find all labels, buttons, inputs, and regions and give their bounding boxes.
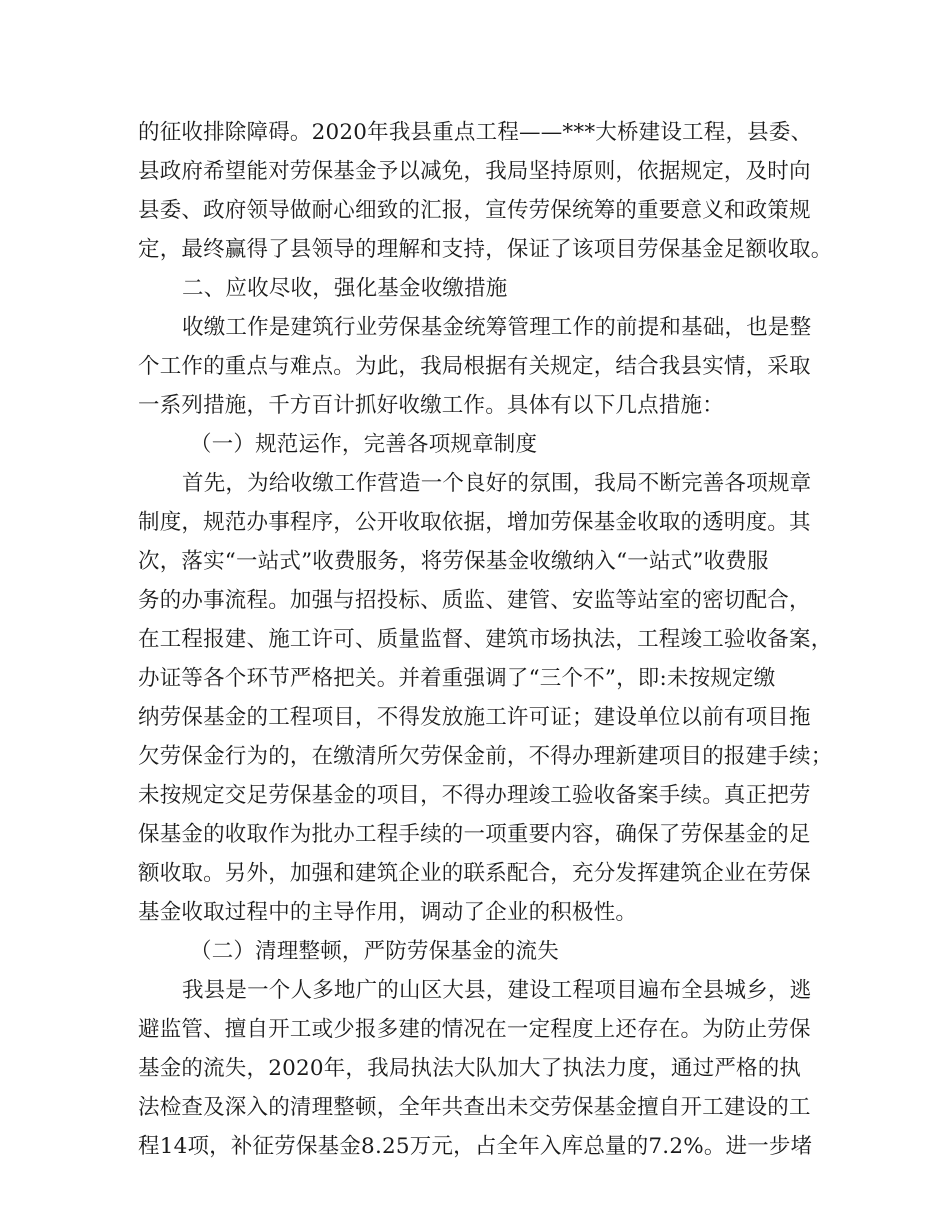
text-line-20: 额收取。另外，加强和建筑企业的联系配合，充分发挥建筑企业在劳保 [138,861,811,886]
text-line-3: 县委、政府领导做耐心细致的汇报，宣传劳保统筹的重要意义和政策规 [138,198,811,223]
subsection-heading-2: （二）清理整顿，严防劳保基金的流失 [190,939,559,964]
text-line-4: 定，最终赢得了县领导的理解和支持，保证了该项目劳保基金足额收取。 [138,237,833,262]
text-line-24: 避监管、擅自开工或少报多建的情况在一定程度上还存在。为防止劳保 [138,1017,811,1042]
text-line-17: 欠劳保金行为的，在缴清所欠劳保金前，不得办理新建项目的报建手续； [138,744,833,769]
text-line-11: 制度，规范办事程序，公开收取依据，增加劳保基金收取的透明度。其 [138,510,811,535]
subsection-heading-1: （一）规范运作，完善各项规章制度 [190,432,538,457]
text-line-18: 未按规定交足劳保基金的项目，不得办理竣工验收备案手续。真正把劳 [138,783,811,808]
text-line-26: 法检查及深入的清理整顿，全年共查出未交劳保基金擅自开工建设的工 [138,1095,811,1120]
text-line-13: 务的办事流程。加强与招投标、质监、建管、安监等站室的密切配合， [138,588,811,613]
section-heading: 二、应收尽收，强化基金收缴措施 [182,276,508,301]
text-line-14: 在工程报建、施工许可、质量监督、建筑市场执法，工程竣工验收备案， [138,627,833,652]
text-line-1: 的征收排除障碍。2020年我县重点工程——***大桥建设工程，县委、 [138,120,813,145]
text-line-6: 收缴工作是建筑行业劳保基金统筹管理工作的前提和基础，也是整 [182,315,812,340]
text-line-19: 保基金的收取作为批办工程手续的一项重要内容，确保了劳保基金的足 [138,822,811,847]
text-line-15: 办证等各个环节严格把关。并着重强调了“三个不”，即:未按规定缴 [138,666,776,691]
text-line-16: 纳劳保基金的工程项目，不得发放施工许可证；建设单位以前有项目拖 [138,705,811,730]
text-line-10: 首先，为给收缴工作营造一个良好的氛围，我局不断完善各项规章 [182,471,812,496]
text-line-23: 我县是一个人多地广的山区大县，建设工程项目遍布全县城乡，逃 [182,978,812,1003]
text-line-8: 一系列措施，千方百计抓好收缴工作。具体有以下几点措施： [138,393,724,418]
text-line-2: 县政府希望能对劳保基金予以减免，我局坚持原则，依据规定，及时向 [138,159,811,184]
text-line-12: 次，落实“一站式”收费服务，将劳保基金收缴纳入“一站式”收费服 [138,549,769,574]
text-line-7: 个工作的重点与难点。为此，我局根据有关规定，结合我县实情，采取 [138,354,811,379]
text-line-25: 基金的流失，2020年，我局执法大队加大了执法力度，通过严格的执 [138,1056,802,1081]
text-line-27: 程14项，补征劳保基金8.25万元，占全年入库总量的7.2%。进一步堵 [138,1134,813,1159]
text-line-21: 基金收取过程中的主导作用，调动了企业的积极性。 [138,900,638,925]
